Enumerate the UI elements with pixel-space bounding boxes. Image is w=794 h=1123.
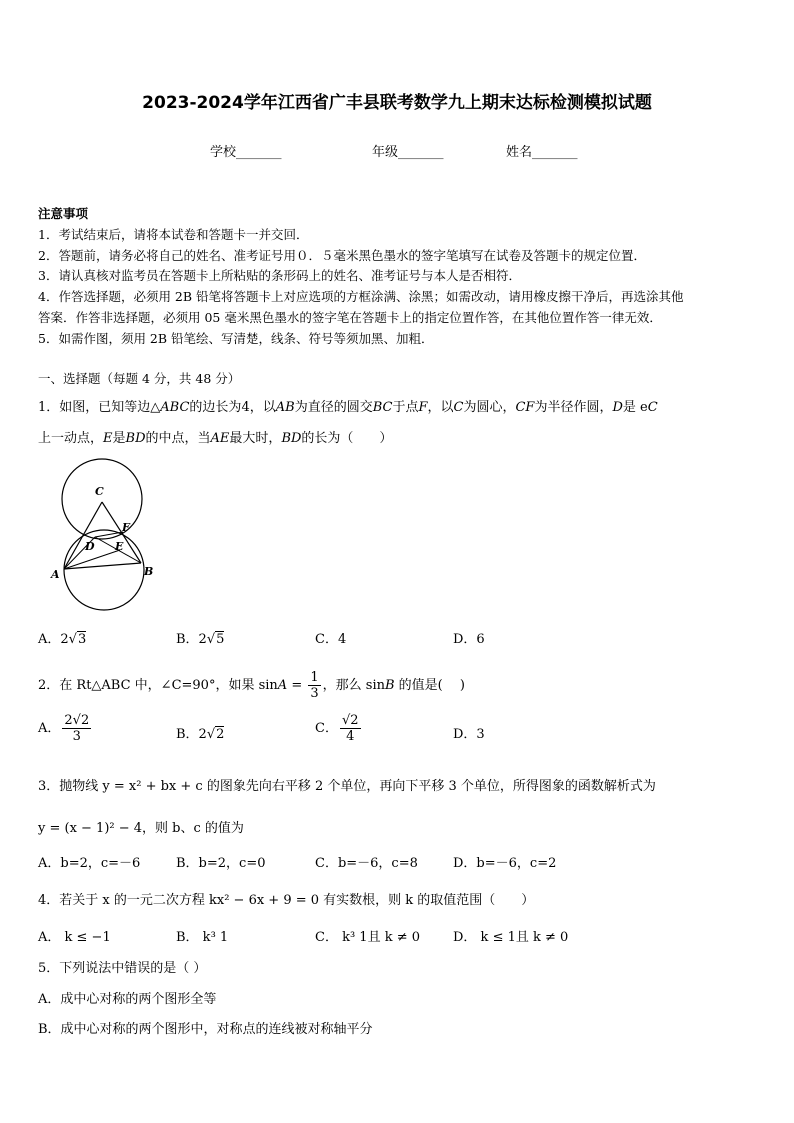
school-field: 学校_______ [210, 145, 282, 160]
q1-text: ，以 [427, 400, 454, 415]
q5-option-a: A．成中心对称的两个图形全等 [38, 992, 217, 1007]
q4-option-c: C． k³ 1且 k ≠ 0 [315, 930, 421, 945]
note-item: 1．考试结束后，请将本试卷和答题卡一并交回． [38, 227, 309, 242]
question-5: 5．下列说法中错误的是（ ） [38, 961, 207, 976]
q1-option-d: D．6 [453, 632, 485, 647]
note-item: 3．请认真核对监考员在答题卡上所粘贴的条形码上的姓名、准考证号与本人是否相符． [38, 268, 521, 283]
q4-option-a: A． k ≤ −1 [38, 930, 111, 945]
q1-text: 是 [112, 431, 126, 446]
q2-option-c [315, 713, 363, 744]
question-3-line-2: y = (x − 1)² − 4，则 b、c 的值为 [38, 821, 244, 836]
label-c: C [95, 485, 104, 498]
q1-math: △ABC [150, 400, 190, 415]
note-item: 4．作答选择题，必须用 2B 铅笔将答题卡上对应选项的方框涂满、涂黑；如需改动，请用橡皮擦干净后，再选涂其他 [38, 289, 684, 304]
question-3-line-1: 3．抛物线 y = x² + bx + c 的图象先向右平移 2 个单位，再向下平移 3 个单位，所得图象的函数解析式为 [38, 779, 656, 794]
q1-text: 为直径的圆交 [294, 400, 373, 415]
denominator: 3 [310, 686, 319, 701]
note-item: 答案．作答非选择题，必须用 05 毫米黑色墨水的签字笔在答题卡上的指定位置作答，在其他位置作答一律无效． [38, 310, 662, 325]
q1-text: 的边长为 [189, 400, 242, 415]
label-d: D [85, 540, 95, 553]
q2-fraction [308, 670, 320, 701]
q2-text: 的值是( ) [394, 678, 465, 693]
q2-math: A [277, 678, 288, 693]
q1-math: AE [210, 431, 230, 446]
q1-math: E [103, 431, 113, 446]
question-4: 4．若关于 x 的一元二次方程 kx² − 6x + 9 = 0 有实数根，则 k 的取值范围（ ） [38, 893, 535, 908]
circle-c [62, 459, 142, 539]
denominator: 3 [72, 729, 81, 744]
label-a: A [51, 568, 60, 581]
question-2 [38, 670, 465, 701]
question-1-line-2 [38, 427, 392, 446]
q1-text: ，以 [249, 400, 276, 415]
q1-math: F [418, 400, 428, 415]
grade-field: 年级_______ [372, 145, 444, 160]
q3-option-c: C．b=－6，c=8 [315, 856, 418, 871]
option-label: A． [38, 721, 61, 736]
q1-text: 为半径作圆， [534, 400, 613, 415]
notes-heading: 注意事项 [38, 206, 89, 221]
q2-math: = [287, 678, 307, 693]
segment-df [95, 532, 123, 537]
q1-text: 于点 [392, 400, 419, 415]
q1-option-a: A．2√3 [38, 632, 87, 647]
note-item: 2．答题前，请务必将自己的姓名、准考证号用０．５毫米黑色墨水的签字笔填写在试卷及答题卡的规定位置． [38, 248, 646, 263]
q1-math: BC [372, 400, 393, 415]
option-label: A．2 [38, 632, 69, 647]
denominator: 4 [346, 729, 355, 744]
side-ab [64, 563, 141, 569]
q1-text: 的中点，当 [145, 431, 211, 446]
label-e: E [115, 540, 124, 553]
radicand: 2 [216, 727, 225, 742]
q2-math: B [384, 678, 395, 693]
q1-text: 1．如图，已知等边 [38, 400, 151, 415]
q3-option-a: A．b=2，c=－6 [38, 856, 141, 871]
side-ac [64, 502, 102, 569]
label-b: B [144, 565, 154, 578]
numerator: √2 [341, 713, 359, 728]
q2-text: ，那么 sin [322, 678, 385, 693]
q1-math: CF [515, 400, 535, 415]
question-1-line-1 [38, 396, 658, 415]
q1-text: 最大时， [229, 431, 282, 446]
option-label: B．2 [176, 727, 207, 742]
q1-math: AB [275, 400, 295, 415]
q1-math: D [612, 400, 623, 415]
option-label: B．2 [176, 632, 207, 647]
q1-option-c: C．4 [315, 632, 347, 647]
section-heading: 一、选择题（每题 4 分，共 48 分） [38, 371, 241, 386]
q1-math: BD [281, 431, 302, 446]
option-fraction [62, 713, 91, 744]
q1-text: 上一动点， [38, 431, 104, 446]
option-fraction [340, 713, 361, 744]
q1-text: 的长为（ ） [301, 431, 393, 446]
q5-option-b: B．成中心对称的两个图形中，对称点的连线被对称轴平分 [38, 1022, 373, 1037]
numerator: 1 [310, 670, 319, 685]
q2-option-a [38, 713, 93, 744]
q1-math: BD [125, 431, 146, 446]
q1-option-b: B．2√5 [176, 632, 225, 647]
q3-option-b: B．b=2，c=0 [176, 856, 266, 871]
label-f: F [122, 521, 130, 534]
numerator: 2√2 [64, 713, 90, 728]
radicand: 3 [77, 632, 87, 647]
q1-math: C [453, 400, 464, 415]
radicand: 5 [216, 632, 225, 647]
q1-math: 4 [241, 400, 250, 415]
q2-option-b: B．2√2 [176, 727, 225, 742]
name-field: 姓名_______ [506, 145, 578, 160]
q1-math: C [647, 400, 658, 415]
question-1-figure [40, 455, 170, 615]
q4-option-d: D． k ≤ 1且 k ≠ 0 [453, 930, 569, 945]
exam-title: 2023-2024学年江西省广丰县联考数学九上期末达标检测模拟试题 [142, 93, 652, 113]
q3-option-d: D．b=－6，c=2 [453, 856, 557, 871]
q4-option-b: B． k³ 1 [176, 930, 229, 945]
q2-text: 2．在 Rt△ABC 中，∠C=90°，如果 sin [38, 678, 278, 693]
q1-text: 为圆心， [463, 400, 516, 415]
option-label: C． [315, 721, 338, 736]
note-item: 5．如需作图，须用 2B 铅笔绘、写清楚，线条、符号等须加黑、加粗． [38, 331, 434, 346]
q1-text: 是 e [622, 400, 648, 415]
q2-option-d: D．3 [453, 727, 485, 742]
